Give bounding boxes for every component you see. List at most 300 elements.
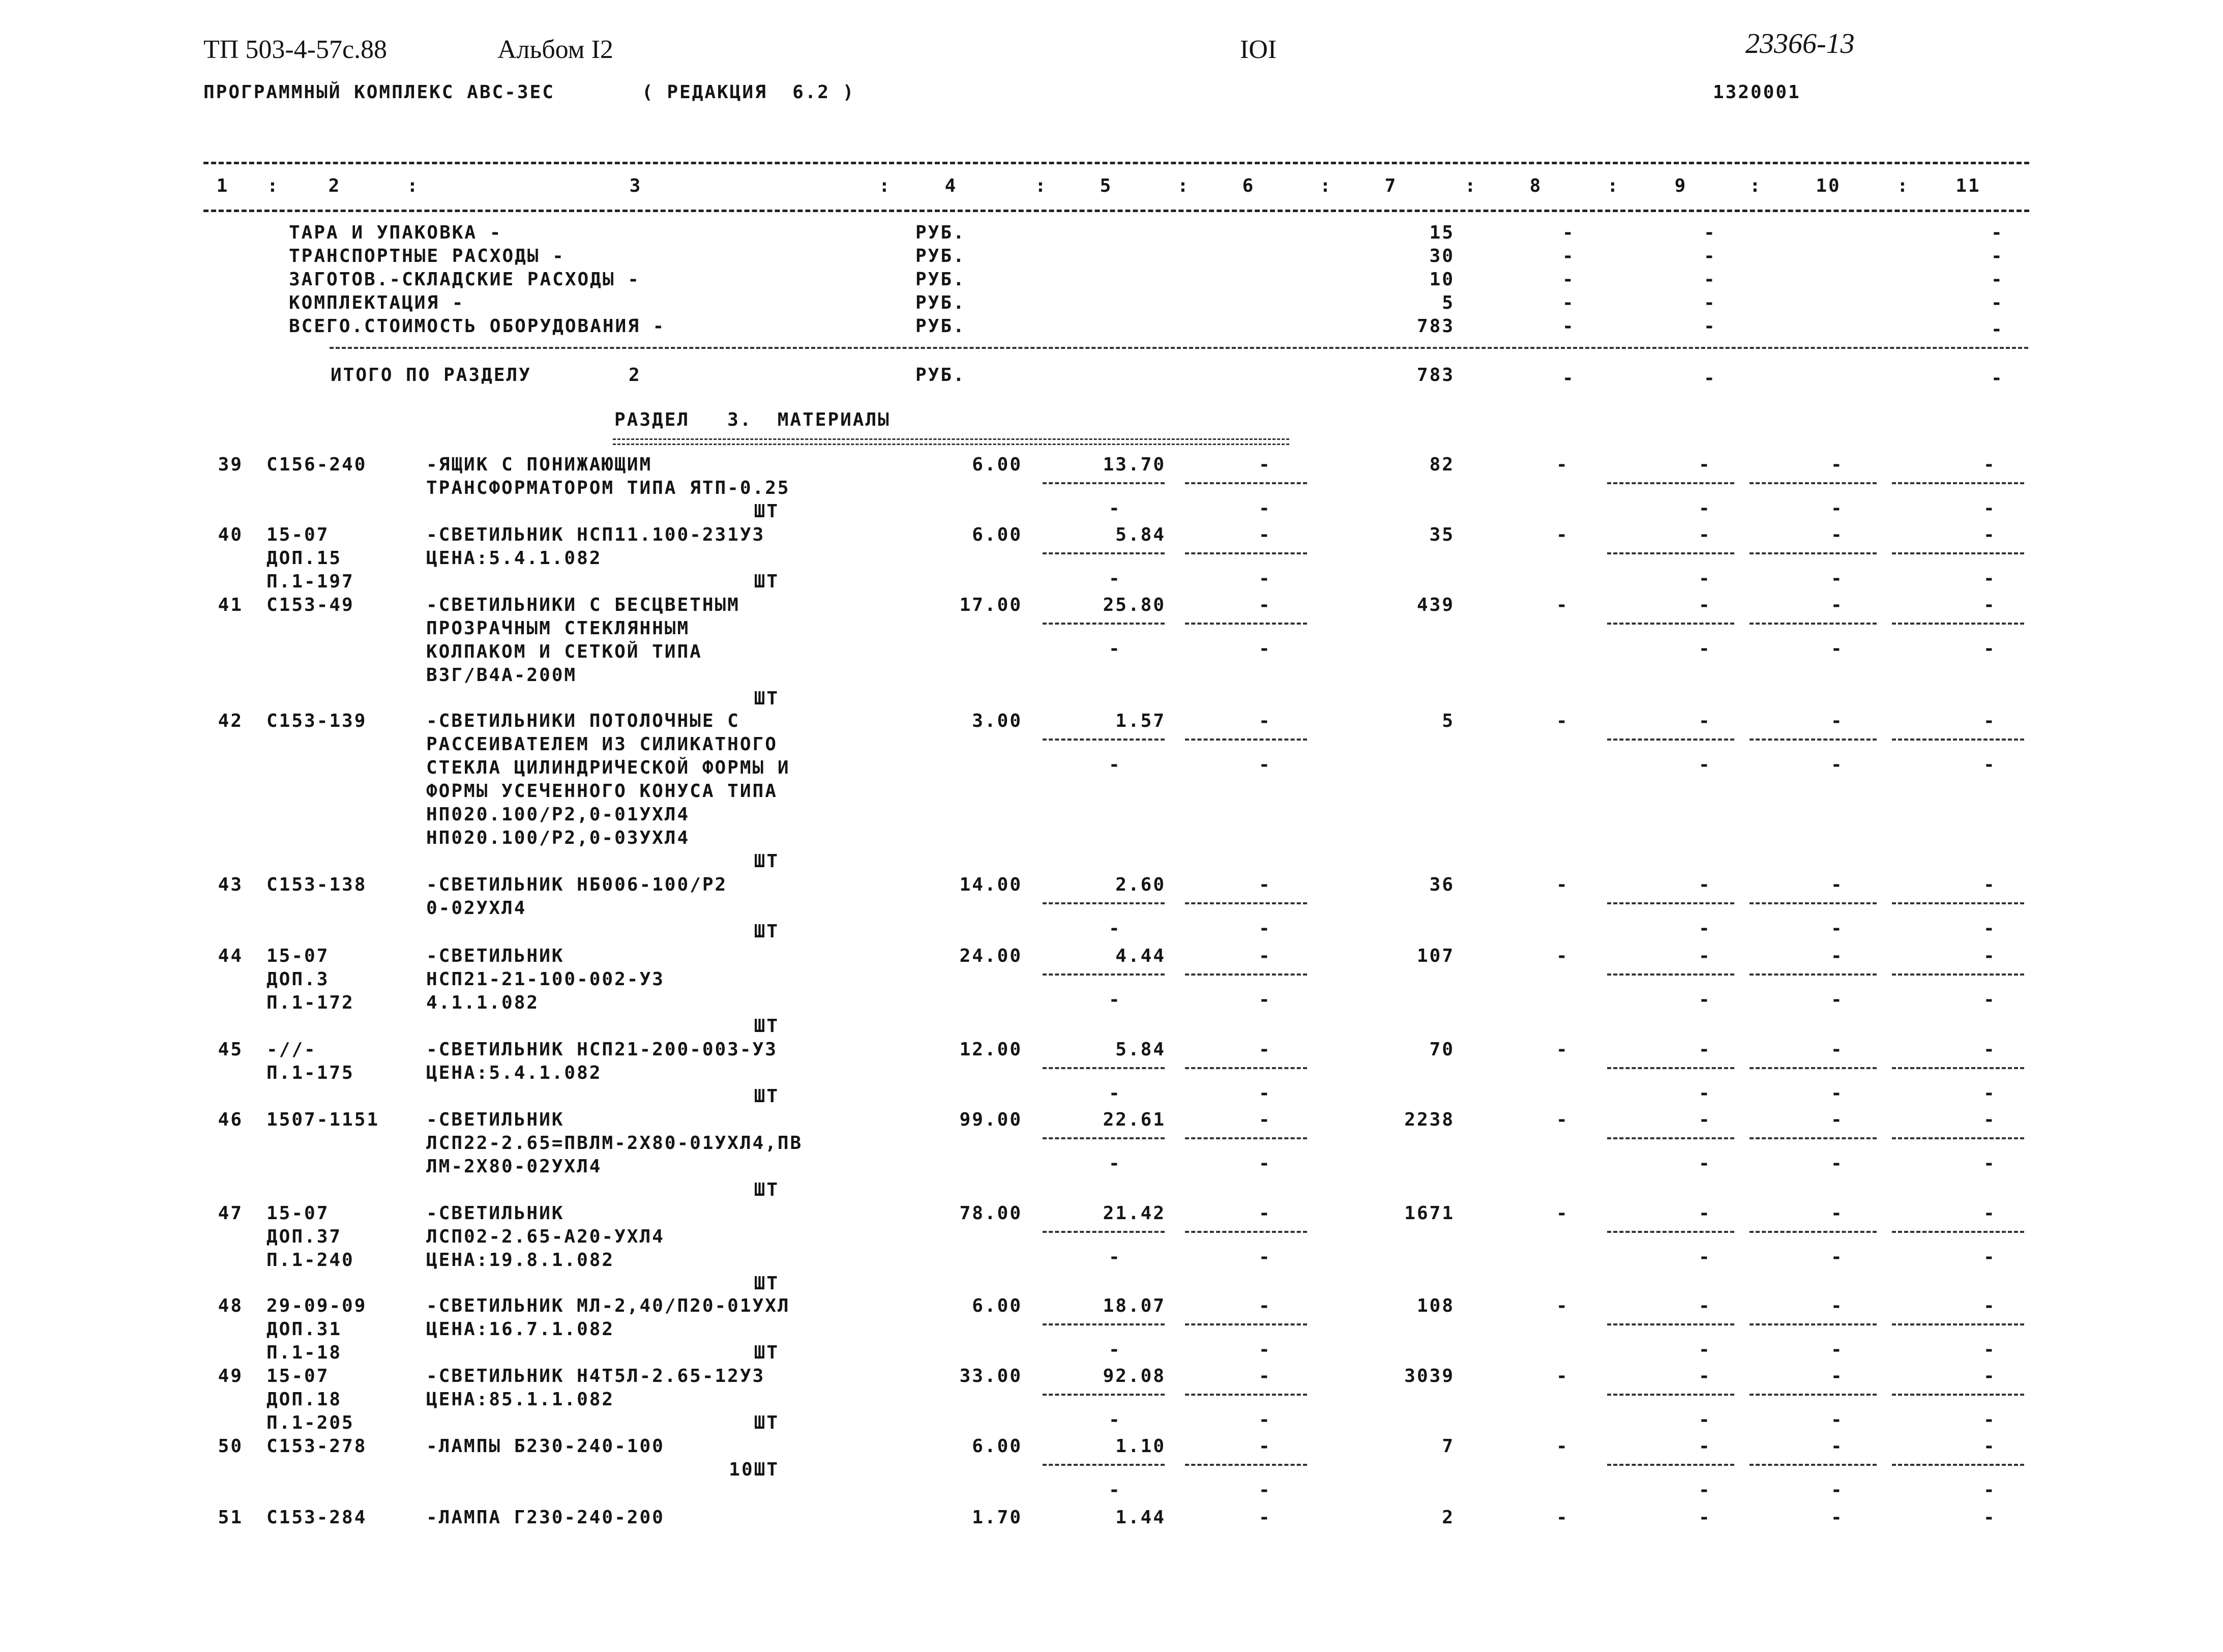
item-code: 15-07 <box>266 1366 330 1386</box>
cost-name: ТРАНСПОРТНЫЕ РАСХОДЫ - <box>289 246 565 267</box>
column-separator: : <box>1897 175 1910 196</box>
empty-cell: - <box>1704 246 1716 267</box>
sub-rule <box>1892 1137 2024 1139</box>
item-code: 15-07 <box>266 946 330 966</box>
empty-cell: - <box>1109 1409 1121 1430</box>
item-price: 2.60 <box>1115 874 1166 895</box>
empty-cell: - <box>1109 754 1121 775</box>
empty-cell: - <box>1704 292 1716 313</box>
item-unit: ШТ <box>754 1086 779 1107</box>
empty-cell: - <box>1983 568 1996 589</box>
empty-cell: - <box>1109 1153 1121 1174</box>
empty-cell: - <box>1259 1409 1271 1430</box>
empty-cell: - <box>1831 918 1844 939</box>
empty-cell: - <box>1556 1039 1569 1060</box>
item-name: ТРАНСФОРМАТОРОМ ТИПА ЯТП-0.25 <box>426 478 790 498</box>
empty-cell: - <box>1556 454 1569 475</box>
empty-cell: - <box>1699 1083 1711 1104</box>
empty-cell: - <box>1699 1039 1711 1060</box>
item-quantity: 17.00 <box>959 595 1022 615</box>
empty-cell: - <box>1259 498 1271 519</box>
cost-total: 783 <box>1416 316 1455 337</box>
cost-unit: РУБ. <box>915 246 966 267</box>
empty-cell: - <box>1983 1039 1996 1060</box>
empty-cell: - <box>1983 1409 1996 1430</box>
column-separator: : <box>1035 175 1048 196</box>
item-unit: ШТ <box>754 501 779 522</box>
item-price: 1.57 <box>1115 711 1166 731</box>
empty-cell: - <box>1699 1339 1711 1360</box>
item-code: П.1-18 <box>266 1342 342 1363</box>
sub-rule <box>1043 1067 1165 1069</box>
item-price: 92.08 <box>1103 1366 1166 1386</box>
program-name: ПРОГРАММНЫЙ КОМПЛЕКС АВС-3ЕС <box>203 82 555 103</box>
empty-cell: - <box>1699 1247 1711 1267</box>
item-price: 25.80 <box>1103 595 1166 615</box>
empty-cell: - <box>1699 711 1711 731</box>
empty-cell: - <box>1259 1109 1271 1130</box>
empty-cell: - <box>1831 874 1844 895</box>
empty-cell: - <box>1983 1203 1996 1224</box>
empty-cell: - <box>1983 454 1996 475</box>
item-name: ФОРМЫ УСЕЧЕННОГО КОНУСА ТИПА <box>426 781 778 802</box>
item-code: 29-09-09 <box>266 1295 367 1316</box>
empty-cell: - <box>1699 1507 1711 1528</box>
empty-cell: - <box>1983 754 1996 775</box>
sub-rule <box>1892 552 2024 554</box>
item-unit: ШТ <box>754 1016 779 1037</box>
item-name: НП020.100/Р2,0-03УХЛ4 <box>426 828 690 848</box>
empty-cell: - <box>1983 1339 1996 1360</box>
item-name: 0-02УХЛ4 <box>426 898 527 919</box>
column-separator: : <box>1750 175 1762 196</box>
item-price: 1.10 <box>1115 1436 1166 1457</box>
item-name: -СВЕТИЛЬНИК МЛ-2,40/П20-01УХЛ <box>426 1295 790 1316</box>
empty-cell: - <box>1983 874 1996 895</box>
empty-cell: - <box>1983 1295 1996 1316</box>
item-price: 18.07 <box>1103 1295 1166 1316</box>
item-price: 5.84 <box>1115 1039 1166 1060</box>
empty-cell: - <box>1259 1203 1271 1224</box>
item-total: 107 <box>1416 946 1455 966</box>
item-quantity: 1.70 <box>972 1507 1022 1528</box>
empty-cell: - <box>1109 1247 1121 1267</box>
cost-name: ВСЕГО.СТОИМОСТЬ ОБОРУДОВАНИЯ - <box>289 316 666 337</box>
empty-cell: - <box>1699 1366 1711 1386</box>
total-section-no: 2 <box>629 365 641 386</box>
page-number: IOI <box>1240 35 1277 64</box>
item-name: НСП21-21-100-002-У3 <box>426 969 665 990</box>
empty-cell: - <box>1699 1203 1711 1224</box>
item-unit: ШТ <box>754 921 779 942</box>
item-quantity: 6.00 <box>972 1295 1022 1316</box>
item-total: 7 <box>1442 1436 1455 1457</box>
column-number: 11 <box>1955 175 1981 196</box>
empty-cell: - <box>1556 711 1569 731</box>
item-name: 4.1.1.082 <box>426 992 540 1013</box>
item-unit: ШТ <box>754 688 779 709</box>
empty-cell: - <box>1983 1480 1996 1500</box>
empty-cell: - <box>1983 1083 1996 1104</box>
empty-cell: - <box>1259 524 1271 545</box>
item-name: -СВЕТИЛЬНИК НБ006-100/Р2 <box>426 874 728 895</box>
sub-rule <box>1043 973 1165 976</box>
empty-cell: - <box>1699 1295 1711 1316</box>
empty-cell: - <box>1259 946 1271 966</box>
item-number: 48 <box>218 1295 243 1316</box>
item-unit: 10ШТ <box>729 1459 779 1480</box>
empty-cell: - <box>1991 269 2004 290</box>
item-code: 1507-1151 <box>266 1109 380 1130</box>
column-separator: : <box>1177 175 1190 196</box>
empty-cell: - <box>1983 498 1996 519</box>
empty-cell: - <box>1109 1083 1121 1104</box>
empty-cell: - <box>1983 711 1996 731</box>
section-title: РАЗДЕЛ 3. МАТЕРИАЛЫ <box>614 409 891 430</box>
column-number: 7 <box>1384 175 1398 196</box>
empty-cell: - <box>1831 1083 1844 1104</box>
column-number: 9 <box>1674 175 1687 196</box>
sub-rule <box>1185 623 1307 625</box>
empty-cell: - <box>1556 874 1569 895</box>
sub-rule <box>1607 1394 1734 1396</box>
item-total: 35 <box>1429 524 1455 545</box>
item-price: 4.44 <box>1115 946 1166 966</box>
item-price: 5.84 <box>1115 524 1166 545</box>
total-label: ИТОГО ПО РАЗДЕЛУ <box>331 365 531 386</box>
item-name: ЦЕНА:5.4.1.082 <box>426 548 602 569</box>
empty-cell: - <box>1699 1480 1711 1500</box>
empty-cell: - <box>1259 638 1271 659</box>
empty-cell: - <box>1831 946 1844 966</box>
item-number: 43 <box>218 874 243 895</box>
empty-cell: - <box>1699 1153 1711 1174</box>
empty-cell: - <box>1983 524 1996 545</box>
item-total: 2 <box>1442 1507 1455 1528</box>
handwritten-number: 23366-13 <box>1745 28 1855 60</box>
empty-cell: - <box>1259 989 1271 1010</box>
item-unit: ШТ <box>754 1179 779 1200</box>
sub-rule <box>1043 552 1165 554</box>
item-quantity: 3.00 <box>972 711 1022 731</box>
empty-cell: - <box>1259 1366 1271 1386</box>
item-name: ЦЕНА:16.7.1.082 <box>426 1319 615 1340</box>
item-number: 40 <box>218 524 243 545</box>
item-name: СТЕКЛА ЦИЛИНДРИЧЕСКОЙ ФОРМЫ И <box>426 757 790 778</box>
section-title-underline <box>613 438 1289 440</box>
sub-rule <box>1892 1067 2024 1069</box>
empty-cell: - <box>1831 1339 1844 1360</box>
empty-cell: - <box>1699 568 1711 589</box>
empty-cell: - <box>1831 568 1844 589</box>
item-code: 15-07 <box>266 524 330 545</box>
empty-cell: - <box>1831 1203 1844 1224</box>
cost-unit: РУБ. <box>915 316 966 337</box>
item-code: С153-138 <box>266 874 367 895</box>
empty-cell: - <box>1983 1366 1996 1386</box>
item-unit: ШТ <box>754 1273 779 1294</box>
section-title-underline-2 <box>613 444 1289 445</box>
item-code: П.1-197 <box>266 571 354 592</box>
empty-cell: - <box>1991 319 2004 340</box>
empty-cell: - <box>1983 1436 1996 1457</box>
empty-cell: - <box>1704 269 1716 290</box>
item-quantity: 99.00 <box>959 1109 1022 1130</box>
sub-rule <box>1750 1231 1877 1233</box>
empty-cell: - <box>1562 292 1575 313</box>
sub-rule <box>1750 482 1877 484</box>
empty-cell: - <box>1556 1507 1569 1528</box>
empty-cell: - <box>1562 246 1575 267</box>
item-price: 13.70 <box>1103 454 1166 475</box>
sub-rule <box>1892 1231 2024 1233</box>
item-total: 3039 <box>1404 1366 1455 1386</box>
sub-rule <box>1750 739 1877 741</box>
item-code: -//- <box>266 1039 317 1060</box>
column-separator: : <box>1607 175 1620 196</box>
empty-cell: - <box>1699 454 1711 475</box>
sub-rule <box>1750 1394 1877 1396</box>
item-number: 49 <box>218 1366 243 1386</box>
item-quantity: 78.00 <box>959 1203 1022 1224</box>
item-number: 51 <box>218 1507 243 1528</box>
sub-rule <box>1043 739 1165 741</box>
column-number: 10 <box>1816 175 1841 196</box>
item-price: 1.44 <box>1115 1507 1166 1528</box>
empty-cell: - <box>1556 524 1569 545</box>
sub-rule <box>1750 1137 1877 1139</box>
empty-cell: - <box>1831 754 1844 775</box>
item-quantity: 6.00 <box>972 524 1022 545</box>
empty-cell: - <box>1991 368 2004 389</box>
sub-rule <box>1185 1137 1307 1139</box>
empty-cell: - <box>1259 1436 1271 1457</box>
sub-rule <box>1185 739 1307 741</box>
sub-rule <box>1185 902 1307 904</box>
empty-cell: - <box>1704 222 1716 243</box>
empty-cell: - <box>1556 1203 1569 1224</box>
item-number: 44 <box>218 946 243 966</box>
column-number: 6 <box>1242 175 1255 196</box>
empty-cell: - <box>1699 989 1711 1010</box>
item-name: -СВЕТИЛЬНИК НСП21-200-003-У3 <box>426 1039 778 1060</box>
empty-cell: - <box>1831 1295 1844 1316</box>
item-name: ЛСП22-2.65=ПВЛМ-2Х80-01УХЛ4,ПВ <box>426 1133 803 1154</box>
item-unit: ШТ <box>754 1342 779 1363</box>
item-code: П.1-172 <box>266 992 354 1013</box>
column-number: 3 <box>629 175 642 196</box>
item-name: -СВЕТИЛЬНИКИ С БЕСЦВЕТНЫМ <box>426 595 740 615</box>
item-total: 108 <box>1416 1295 1455 1316</box>
empty-cell: - <box>1831 1039 1844 1060</box>
empty-cell: - <box>1831 1366 1844 1386</box>
item-total: 70 <box>1429 1039 1455 1060</box>
sub-rule <box>1892 623 2024 625</box>
column-number: 5 <box>1100 175 1113 196</box>
item-name: НП020.100/Р2,0-01УХЛ4 <box>426 804 690 825</box>
item-name: ВЗГ/В4А-200М <box>426 665 577 686</box>
empty-cell: - <box>1699 595 1711 615</box>
item-total: 5 <box>1442 711 1455 731</box>
empty-cell: - <box>1983 1153 1996 1174</box>
sub-rule <box>1185 1464 1307 1466</box>
sheet-code: 1320001 <box>1713 82 1801 103</box>
empty-cell: - <box>1983 918 1996 939</box>
item-code: С156-240 <box>266 454 367 475</box>
sub-rule <box>1607 1231 1734 1233</box>
album-label: Альбом I2 <box>497 35 613 64</box>
empty-cell: - <box>1983 946 1996 966</box>
sub-rule <box>1607 973 1734 976</box>
empty-cell: - <box>1704 316 1716 337</box>
sub-rule <box>1043 623 1165 625</box>
column-number: 8 <box>1529 175 1543 196</box>
total-unit: РУБ. <box>915 365 966 386</box>
item-code: ДОП.37 <box>266 1226 342 1247</box>
item-total: 1671 <box>1404 1203 1455 1224</box>
empty-cell: - <box>1699 946 1711 966</box>
column-separator: : <box>267 175 280 196</box>
sub-rule <box>1043 902 1165 904</box>
sub-rule <box>1607 552 1734 554</box>
empty-cell: - <box>1556 1109 1569 1130</box>
empty-cell: - <box>1831 711 1844 731</box>
sub-rule <box>1185 1231 1307 1233</box>
subtotal-rule <box>330 347 2028 349</box>
sub-rule <box>1892 1464 2024 1466</box>
empty-cell: - <box>1831 1109 1844 1130</box>
empty-cell: - <box>1831 638 1844 659</box>
empty-cell: - <box>1831 498 1844 519</box>
item-total: 439 <box>1416 595 1455 615</box>
item-code: С153-284 <box>266 1507 367 1528</box>
empty-cell: - <box>1831 1247 1844 1267</box>
sub-rule <box>1750 1464 1877 1466</box>
item-name: -СВЕТИЛЬНИК <box>426 946 565 966</box>
empty-cell: - <box>1831 595 1844 615</box>
item-number: 42 <box>218 711 243 731</box>
sub-rule <box>1607 1323 1734 1325</box>
cost-name: КОМПЛЕКТАЦИЯ - <box>289 292 465 313</box>
item-quantity: 6.00 <box>972 454 1022 475</box>
sub-rule <box>1892 1394 2024 1396</box>
cost-unit: РУБ. <box>915 222 966 243</box>
item-code: П.1-175 <box>266 1063 354 1083</box>
item-name: -СВЕТИЛЬНИК <box>426 1109 565 1130</box>
empty-cell: - <box>1983 1109 1996 1130</box>
sub-rule <box>1185 1067 1307 1069</box>
empty-cell: - <box>1983 1247 1996 1267</box>
empty-cell: - <box>1562 222 1575 243</box>
sub-rule <box>1185 1394 1307 1396</box>
item-quantity: 6.00 <box>972 1436 1022 1457</box>
empty-cell: - <box>1699 638 1711 659</box>
item-total: 36 <box>1429 874 1455 895</box>
empty-cell: - <box>1109 638 1121 659</box>
sub-rule <box>1607 1067 1734 1069</box>
sub-rule <box>1892 973 2024 976</box>
sub-rule <box>1607 623 1734 625</box>
column-separator: : <box>879 175 892 196</box>
empty-cell: - <box>1109 1480 1121 1500</box>
sub-rule <box>1750 552 1877 554</box>
cost-total: 10 <box>1429 269 1455 290</box>
empty-cell: - <box>1109 568 1121 589</box>
item-code: ДОП.31 <box>266 1319 342 1340</box>
sub-rule <box>1043 482 1165 484</box>
empty-cell: - <box>1109 1339 1121 1360</box>
cost-total: 30 <box>1429 246 1455 267</box>
empty-cell: - <box>1109 498 1121 519</box>
item-price: 21.42 <box>1103 1203 1166 1224</box>
empty-cell: - <box>1831 1409 1844 1430</box>
column-number: 1 <box>216 175 229 196</box>
item-code: П.1-205 <box>266 1412 354 1433</box>
empty-cell: - <box>1259 754 1271 775</box>
item-number: 45 <box>218 1039 243 1060</box>
edition-label: ( РЕДАКЦИЯ 6.2 ) <box>642 82 855 103</box>
cost-name: ТАРА И УПАКОВКА - <box>289 222 502 243</box>
item-number: 50 <box>218 1436 243 1457</box>
empty-cell: - <box>1562 269 1575 290</box>
empty-cell: - <box>1831 524 1844 545</box>
empty-cell: - <box>1556 1436 1569 1457</box>
empty-cell: - <box>1831 1436 1844 1457</box>
item-name: КОЛПАКОМ И СЕТКОЙ ТИПА <box>426 641 702 662</box>
empty-cell: - <box>1556 1366 1569 1386</box>
sub-rule <box>1892 1323 2024 1325</box>
sub-rule <box>1607 1137 1734 1139</box>
column-separator: : <box>1320 175 1332 196</box>
item-number: 41 <box>218 595 243 615</box>
empty-cell: - <box>1699 498 1711 519</box>
empty-cell: - <box>1556 1295 1569 1316</box>
sub-rule <box>1750 1323 1877 1325</box>
item-code: С153-49 <box>266 595 354 615</box>
sub-rule <box>1185 973 1307 976</box>
item-name: -СВЕТИЛЬНИК НСП11.100-231У3 <box>426 524 765 545</box>
cost-name: ЗАГОТОВ.-СКЛАДСКИЕ РАСХОДЫ - <box>289 269 640 290</box>
empty-cell: - <box>1259 1295 1271 1316</box>
empty-cell: - <box>1259 595 1271 615</box>
sub-rule <box>1043 1323 1165 1325</box>
empty-cell: - <box>1259 454 1271 475</box>
item-quantity: 14.00 <box>959 874 1022 895</box>
empty-cell: - <box>1983 595 1996 615</box>
item-name: -ЛАМПА Г230-240-200 <box>426 1507 665 1528</box>
item-name: ПРОЗРАЧНЫМ СТЕКЛЯННЫМ <box>426 618 690 639</box>
column-separator: : <box>407 175 420 196</box>
total-value: 783 <box>1416 365 1455 386</box>
empty-cell: - <box>1983 1507 1996 1528</box>
item-name: -СВЕТИЛЬНИК <box>426 1203 565 1224</box>
empty-cell: - <box>1699 1109 1711 1130</box>
item-code: 15-07 <box>266 1203 330 1224</box>
empty-cell: - <box>1704 368 1716 389</box>
item-quantity: 24.00 <box>959 946 1022 966</box>
item-unit: ШТ <box>754 571 779 592</box>
empty-cell: - <box>1109 989 1121 1010</box>
item-number: 46 <box>218 1109 243 1130</box>
item-name: -ЯЩИК С ПОНИЖАЮЩИМ <box>426 454 653 475</box>
empty-cell: - <box>1991 246 2004 267</box>
sub-rule <box>1043 1137 1165 1139</box>
empty-cell: - <box>1562 368 1575 389</box>
sub-rule <box>1043 1394 1165 1396</box>
empty-cell: - <box>1831 1480 1844 1500</box>
sub-rule <box>1750 902 1877 904</box>
item-name: ЦЕНА:19.8.1.082 <box>426 1250 615 1271</box>
